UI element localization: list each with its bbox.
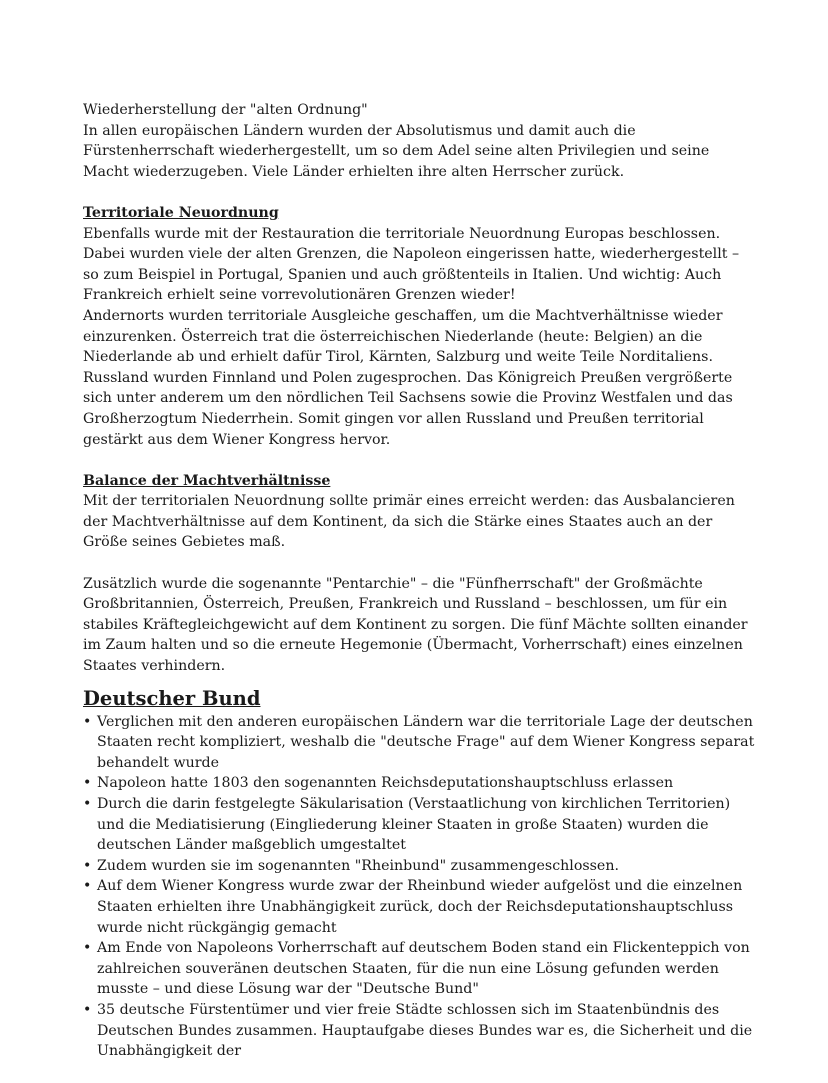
list-item-text: Durch die darin festgelegte Säkularisation (Verstaatlichung von kirchlichen Territorien) und die Mediatisierung (Eingliederung kleiner Staaten in große Staaten) wurden die deutschen Länder maßgeblich umgestaltet (97, 796, 731, 854)
spacer (83, 553, 758, 574)
bullet-icon: • (83, 713, 92, 730)
intro-paragraph: In allen europäischen Ländern wurden der Absolutismus und damit auch die Fürstenherrschaft wiederhergestellt, um so dem Adel seine alten Privilegien und seine Macht wiederzugeben. Viele Länder erhielten ihre alten Herrscher zurück. (83, 122, 710, 180)
heading-deutscher-bund: Deutscher Bund (83, 686, 261, 710)
intro-title: Wiederherstellung der "alten Ordnung" (83, 102, 368, 118)
bund-bullet-list (83, 712, 758, 1062)
balance-paragraph-1: Mit der territorialen Neuordnung sollte primär eines erreicht werden: das Ausbalancieren der Machtverhältnisse auf dem Kontinent, da sich die Stärke eines Staates auch an der Größe seines Gebietes maß. (83, 493, 735, 551)
list-item (83, 773, 758, 794)
bullet-icon: • (83, 796, 92, 812)
bullet-icon: • (83, 940, 92, 957)
list-item (83, 1000, 758, 1062)
bullet-icon: • (83, 1001, 92, 1018)
territorial-paragraph-1: Ebenfalls wurde mit der Restauration die territoriale Neuordnung Europas beschlossen. Dabei wurden viele der alten Grenzen, die Napoleon eingerissen hatte, wiederhergestellt – so zum Beispiel in Portugal, Spanien und auch größtenteils in Italien. Und wichtig: Auch Frankreich erhielt seine vorrevolutionären Grenzen wieder! (83, 225, 740, 304)
territorial-paragraph-2: Andernorts wurden territoriale Ausgleiche geschaffen, um die Machtverhältnisse wieder einzurenken. Österreich trat die österreichischen Niederlande (heute: Belgien) an die Niederlande ab und erhielt dafür Tirol, Kärnten, Salzburg und weite Teile Norditaliens. Russland wurden Finnland und Polen zugesprochen. Das Königreich Preußen vergrößerte sich unter anderem um den nördlichen Teil Sachsens sowie die Provinz Westfalen und das Großherzogtum Niederrhein. Somit gingen vor allen Russland und Preußen territorial gestärkt aus dem Wiener Kongress hervor. (83, 307, 733, 448)
list-item-text: Napoleon hatte 1803 den sogenannten Reichsdeputationshauptschluss erlassen (97, 775, 674, 792)
heading-balance: Balance der Machtverhältnisse (83, 472, 331, 489)
list-item (83, 794, 758, 856)
list-item (83, 938, 758, 1000)
list-item-text: Verglichen mit den anderen europäischen Ländern war die territoriale Lage der deutschen Staaten recht kompliziert, weshalb die "deutsche Frage" auf dem Wiener Kongress separat behandelt wurde (97, 713, 755, 771)
balance-paragraph-2: Zusätzlich wurde die sogenannte "Pentarchie" – die "Fünfherrschaft" der Großmächte Großbritannien, Österreich, Preußen, Frankreich und Russland – beschlossen, um für ein stabiles Kräftegleichgewicht auf dem Kontinent zu sorgen. Die fünf Mächte sollten einander im Zaum halten und so die erneute Hegemonie (Übermacht, Vorherrschaft) eines einzelnen Staates verhindern. (83, 575, 748, 675)
spacer (83, 182, 758, 203)
list-item (83, 856, 758, 877)
spacer (83, 450, 758, 471)
list-item (83, 876, 758, 938)
bullet-icon: • (83, 775, 92, 792)
list-item-text: Auf dem Wiener Kongress wurde zwar der Rheinbund wieder aufgelöst und die einzelnen Staaten erhielten ihre Unabhängigkeit zurück, doch der Reichsdeputationshauptschluss wurde nicht rückgängig gemacht (97, 878, 743, 936)
list-item-text: Zudem wurden sie im sogenannten "Rheinbund" zusammengeschlossen. (97, 857, 619, 874)
list-item-text: Am Ende von Napoleons Vorherrschaft auf deutschem Boden stand ein Flickenteppich von zahlreichen souveränen deutschen Staaten, für die nun eine Lösung gefunden werden musste – und diese Lösung war der "Deutsche Bund" (97, 940, 750, 998)
bullet-icon: • (83, 857, 92, 874)
heading-territoriale-neuordnung: Territoriale Neuordnung (83, 204, 279, 221)
list-item (83, 712, 758, 774)
list-item-text: 35 deutsche Fürstentümer und vier freie Städte schlossen sich im Staatenbündnis des Deutschen Bundes zusammen. Hauptaufgabe dieses Bundes war es, die Sicherheit und die Unabhängigkeit der (97, 1001, 753, 1060)
bullet-icon: • (83, 878, 92, 895)
